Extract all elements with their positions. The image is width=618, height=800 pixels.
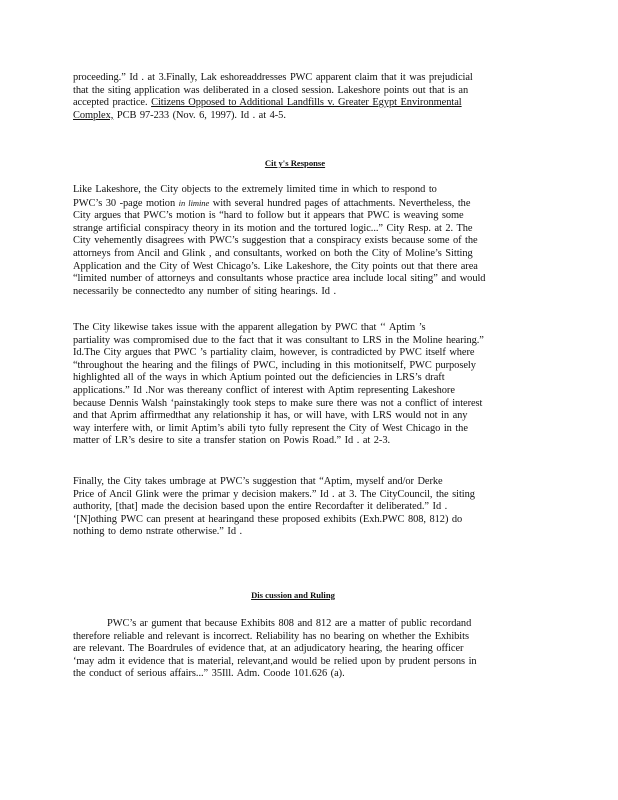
intro-paragraph	[73, 72, 543, 122]
city-paragraph-2	[73, 322, 543, 448]
text-line: ‘may adm it evidence that is material, relevant,and would be relied upon by prudent persons in	[73, 655, 477, 667]
text-line: Id.The City argues that PWC ’s partiality claim, however, is contradicted by PWC itself where	[73, 347, 475, 359]
text-line: partiality was compromised due to the fact that it was consultant to LRS in the Moline hearing.”	[73, 334, 484, 346]
text-line: and that Aprim affirmedthat any relationship it has, or will have, with LRS would not in any	[73, 410, 468, 422]
text-line: are relevant. The Boardrules of evidence that, at an adjudicatory hearing, the hearing officer	[73, 643, 464, 655]
in-limine-text: in limine	[178, 197, 210, 208]
text-line: City vehemently disagrees with PWC’s suggestion that a conspiracy exists because some of the	[73, 235, 478, 247]
text-line: City argues that PWC’s motion is “hard to follow but it appears that PWC is weaving some	[73, 210, 464, 222]
text-line: PWC’s 30 -page motion in limine with several hundred pages of attachments. Nevertheless, the	[73, 197, 471, 209]
text-line: matter of LR’s desire to site a transfer station on Powis Road.” Id . at 2-3.	[73, 435, 391, 447]
text-line: necessarily be connectedto any number of siting hearings. Id .	[73, 285, 336, 297]
text-line: “limited number of attorneys and consultants whose practice area include local siting” and would	[73, 273, 486, 285]
section-heading-city-response: Cit y's Response	[264, 158, 326, 168]
text-line: Finally, the City takes umbrage at PWC’s suggestion that “Aptim, myself and/or Derke	[73, 476, 443, 487]
text-line: Application and the City of West Chicago’s. Like Lakeshore, the City points out that there area	[73, 260, 478, 272]
case-citation: Citizens Opposed to Additional Landfills v. Greater Egypt Environmental	[151, 97, 462, 109]
intro-line: proceeding.” Id . at 3.Finally, Lak eshoreaddresses PWC apparent claim that it was prejudicial	[73, 72, 473, 83]
discussion-paragraph	[73, 618, 543, 681]
text-line: applications.” Id .Nor was thereany conflict of interest with Aptim representing Lakeshore	[73, 384, 455, 396]
text-line: because Dennis Walsh ‘painstakingly took steps to make sure there was not a conflict of interest	[73, 397, 483, 409]
text-line: Price of Ancil Glink were the primar y decision makers.” Id . at 3. The CityCouncil, the siting	[73, 488, 475, 500]
text-line: “throughout the hearing and the filings of PWC, including in this motionitself, PWC purposely	[73, 359, 476, 371]
text-line: way interfere with, or limit Aptim’s abili tyto fully represent the City of West Chicago in the	[73, 422, 468, 434]
text-line: PWC’s ar gument that because Exhibits 808 and 812 are a matter of public recordand	[107, 618, 472, 629]
city-paragraph-3	[73, 476, 543, 539]
intro-line: that the siting application was deliberated in a closed session. Lakeshore points out that is an	[73, 84, 469, 96]
section-heading-discussion: Dis cussion and Ruling	[251, 590, 335, 600]
text-line: nothing to demo nstrate otherwise.” Id .	[73, 526, 243, 538]
intro-line: accepted practice. Citizens Opposed to Additional Landfills v. Greater Egypt Environmental	[73, 97, 462, 109]
text-line: highlighted all of the ways in which Aptium pointed out the deficiencies in LRS’s draft	[73, 372, 445, 384]
text-line: the conduct of serious affairs...” 35Ill. Adm. Coode 101.626 (a).	[73, 668, 345, 680]
text-line: ‘[N]othing PWC can present at hearingand these proposed exhibits (Exh.PWC 808, 812) do	[73, 513, 463, 525]
text-line: Like Lakeshore, the City objects to the extremely limited time in which to respond to	[73, 184, 437, 195]
case-citation-cont: Complex,	[73, 109, 114, 121]
intro-line: Complex, PCB 97-233 (Nov. 6, 1997). Id . at 4-5.	[73, 109, 286, 121]
text-line: authority, [that] made the decision based upon the entire Recordafter it deliberated.” Id .	[73, 501, 448, 513]
text-line: attorneys from Ancil and Glink , and consultants, worked on both the City of Moline’s Sitting	[73, 247, 473, 259]
city-paragraph-1	[73, 184, 543, 298]
text-line: The City likewise takes issue with the apparent allegation by PWC that ‘‘ Aptim ’s	[73, 322, 426, 333]
text-line: therefore reliable and relevant is incorrect. Reliability has no bearing on whether the Exhibits	[73, 630, 469, 642]
text-line: strange artificial conspiracy theory in its motion and the tortured logic...” City Resp. at 2. The	[73, 222, 473, 234]
